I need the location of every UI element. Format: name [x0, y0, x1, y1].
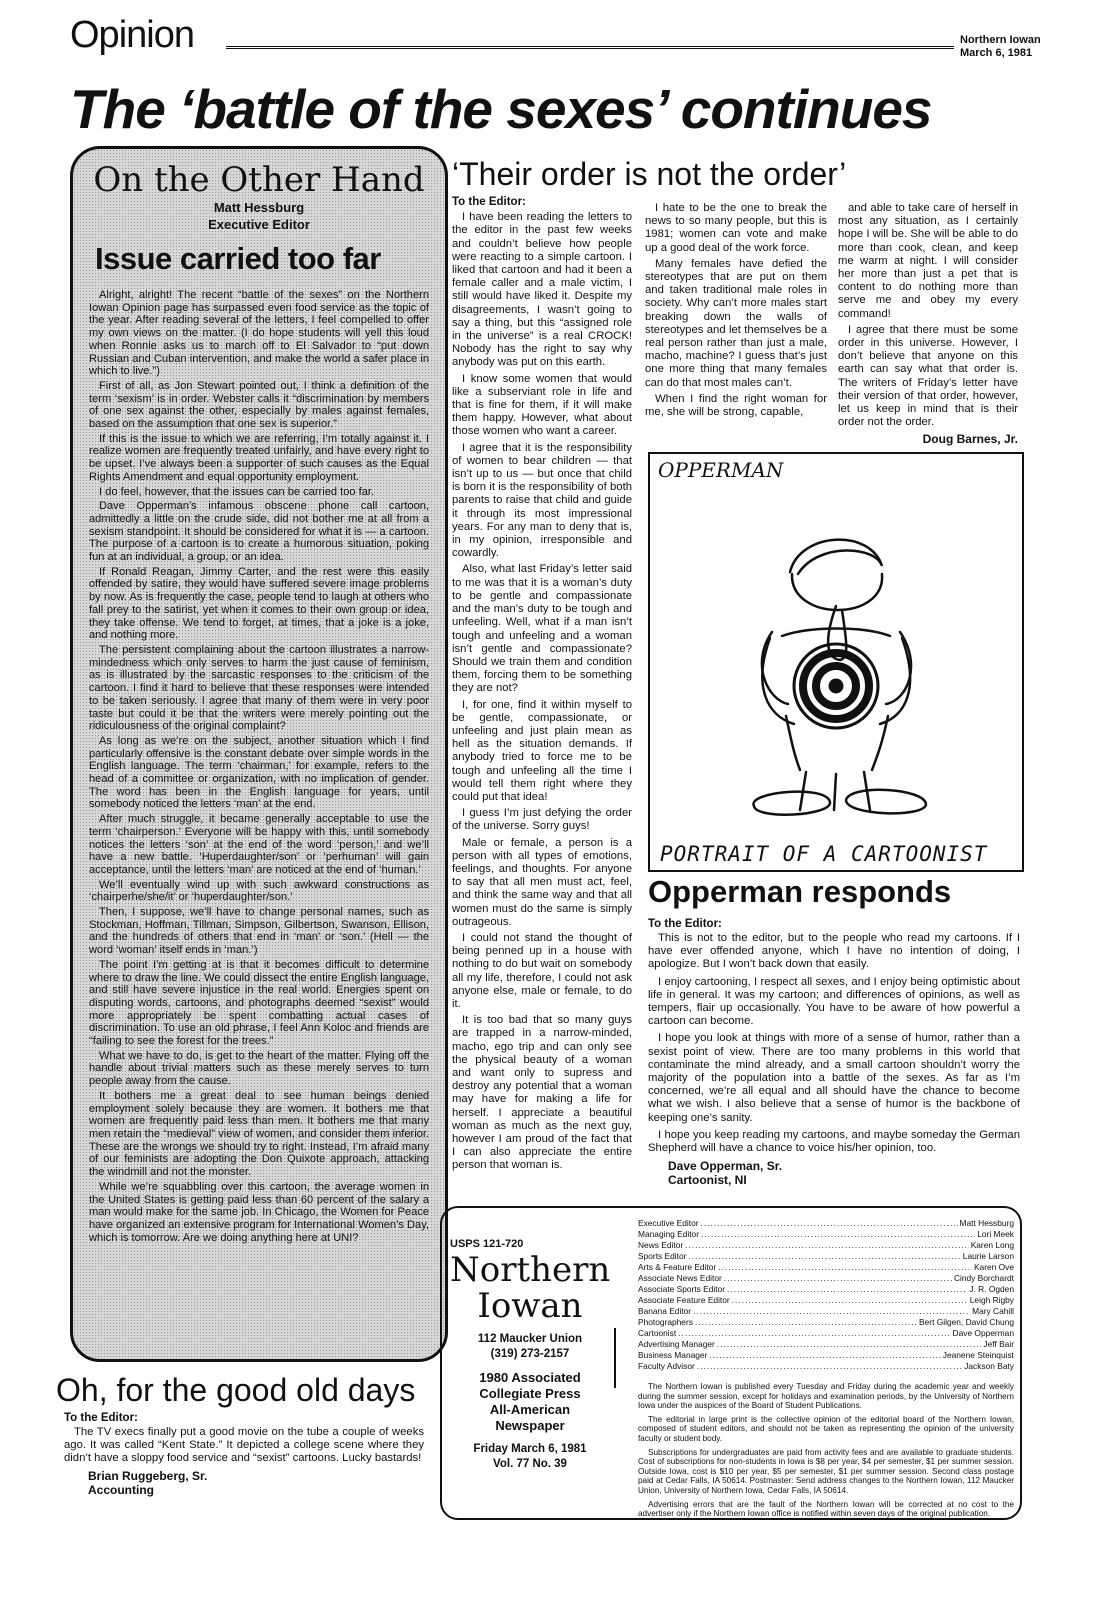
- staff-name: J. R. Ogden: [969, 1284, 1014, 1294]
- column-paragraph: Then, I suppose, we’ll have to change personal names, such as Stockman, Hoffman, Tillman, Simpson, Gilbertson, Swanson, Ellison, and the hundreds of others that end in ‘man’ or ‘son.’ (Hell — the word ‘woman’ itself ends in ‘man.’): [89, 906, 429, 957]
- letter3-salutation: To the Editor:: [64, 1412, 138, 1424]
- cartoon-target: [794, 644, 878, 728]
- cartoon-right-shoe: [846, 790, 926, 814]
- letter3-signature-name: Brian Ruggeberg, Sr.: [88, 1468, 208, 1483]
- letter1-column-2: [645, 202, 827, 422]
- leader-dots: [717, 1339, 982, 1350]
- letter1-paragraph: I, for one, find it within myself to be gentle, compassionate, or unfeeling and just plain mean as hell as the situation demands. If anybody tried to force me to be tough and unfeeling all the time I would tell them right where they could put that idea!: [452, 698, 632, 803]
- staff-listing: [638, 1218, 1014, 1519]
- cartoon-frame: [648, 452, 1024, 872]
- letter2-salutation: To the Editor:: [648, 918, 722, 930]
- letter2-paragraph: I enjoy cartooning, I respect all sexes, and I enjoy being optimistic about life in general. It was my cartoon; and differences of opinions, as well as tempers, flair up occasionally. You have to be aware of how powerful a cartoon can become.: [648, 975, 1020, 1028]
- letter1-paragraph: I know some women that would like a subserviant role in life and that is fine for them, if it will make them happy. However, what about those women who want a career.: [452, 372, 632, 438]
- staff-row: [638, 1339, 1014, 1350]
- letter2-body: [648, 918, 1020, 1187]
- staff-row: [638, 1328, 1014, 1339]
- staff-divider: [614, 1328, 616, 1388]
- issue-date: March 6, 1981: [960, 47, 1033, 59]
- staff-role: Business Manager: [638, 1350, 708, 1360]
- letter3-headline: Oh, for the good old days: [56, 1372, 416, 1408]
- masthead-info: [960, 34, 1041, 60]
- usps-number: USPS 121-720: [450, 1238, 524, 1250]
- staff-role: Advertising Manager: [638, 1339, 715, 1349]
- staff-name: Bert Gilgen, David Chung: [919, 1317, 1014, 1327]
- column-paragraph: I do feel, however, that the issues can be carried too far.: [99, 485, 375, 498]
- column-paragraph: What we have to do, is get to the heart of the matter. Flying off the handle about trivial matters such as these merely serves to turn people away from the cause.: [89, 1049, 429, 1088]
- letter2-paragraph: This is not to the editor, but to the people who read my cartoons. If I have ever offended anyone, which I have no intention of doing, I apologize. But I won’t back down that easily.: [648, 932, 1020, 971]
- staff-role: Faculty Advisor: [638, 1361, 695, 1371]
- column-paragraph: Alright, alright! The recent “battle of the sexes” on the Northern Iowan Opinion page has surpassed even food service as the topic of the year. After reading several of the letters, I feel compelled to offer my own views on the matter. (I do hope students will yell this loud when Ronnie asks us to march off to El Salvador to “put down Russian and Cuban intervention, and make the world a safer place in which to live.”): [89, 289, 429, 378]
- column-paragraph: It bothers me a great deal to see human beings denied employment solely because they are women. It bothers me that women are frequently paid less than men. It bothers me that many men retain the “medieval” view of women, and consider them inferior. These are the wrongs we should try to right. Instead, I’m afraid many of our feminists are adopting the Don Quixote approach, attacking the windmill and not the monster.: [89, 1089, 429, 1179]
- letter2-signature-name: Dave Opperman, Sr.: [668, 1159, 783, 1174]
- column-paragraph: The persistent complaining about the cartoon illustrates a narrow-mindedness which only serves to harm the just cause of feminism, as is illustrated by the sarcastic responses to the criticism of the cartoon. I find it hard to believe that these responses were intended to be taken seriously. I agree that many of them were in very poor taste but could it be that the writers were merely pointing out the ridiculousness of the original complaint?: [89, 643, 429, 733]
- staff-role: News Editor: [638, 1240, 684, 1250]
- letter2-paragraph: I hope you keep reading my cartoons, and maybe someday the German Shepherd will have a chance to voice his/her opinion, too.: [648, 1128, 1020, 1155]
- letter2-paragraph: I hope you look at things with more of a sense of humor, rather than a sexist point of view. There are too many problems in this world that contaminate the mind already, and a small cartoon shouldn’t worry the majority of the population into a battle of the sexes. As far as I’m concerned, we’re all equal and all should have the chance to become what we wish. I also believe that a sense of humor is the backbone of keeping one’s sanity.: [648, 1032, 1020, 1124]
- letter3-signature-title: Accounting: [88, 1482, 154, 1497]
- staff-name: Leigh Rigby: [969, 1295, 1014, 1305]
- letter1-paragraph: I could not stand the thought of being penned up in a house with nothing to do but wait on somebody all my life, therefore, I could not ask anyone else, male or female, to do it.: [452, 931, 632, 1010]
- leader-dots: [693, 1306, 970, 1317]
- staff-name: Cindy Borchardt: [953, 1273, 1014, 1283]
- staff-row: [638, 1218, 1014, 1229]
- staff-box-nameplate: [450, 1238, 610, 1472]
- paper-name-line-1: Northern: [450, 1250, 611, 1290]
- paper-nameplate: [450, 1252, 610, 1324]
- letter1-column-1: [452, 196, 632, 1176]
- letter1-paragraph: I hate to be the one to break the news to so many people, but this is 1981; women can vote and make up a good deal of the work force.: [645, 202, 827, 254]
- letter1-headline: ‘Their order is not the order’: [452, 156, 847, 192]
- leader-dots: [709, 1350, 940, 1361]
- staff-name: Jeff Bair: [983, 1339, 1014, 1349]
- masthead-rule: [226, 46, 954, 49]
- column-author-title: Executive Editor: [208, 217, 310, 232]
- column-paragraph: After much struggle, it became generally acceptable to use the term ‘chairperson.’ Everyone will be happy with this, until somebody notices the letters ‘son’ at the end of the word ‘person,’ and we’ll have a new battle. ‘Huperdaughter/son’ or ‘perhuman’ will gain acceptance, until the letters ‘man’ are noticed at the end of ‘human.’: [89, 813, 429, 876]
- column-body: [89, 289, 429, 1244]
- staff-role: Executive Editor: [638, 1218, 699, 1228]
- column-paragraph: We’ll eventually wind up with such awkward constructions as ‘chairperhe/she/it’ or ‘huperdaughter/son.’: [89, 878, 429, 904]
- award-line: Newspaper: [495, 1418, 565, 1433]
- leader-dots: [695, 1317, 917, 1328]
- staff-name: Dave Opperman: [952, 1328, 1014, 1338]
- column-standing-head: On the Other Hand: [93, 160, 425, 200]
- leader-dots: [727, 1284, 967, 1295]
- column-paragraph: The point I’m getting at is that it becomes difficult to determine where to draw the line. We could dissect the entire English language, and still have severe injustice in the real world. Energies spent on disputing words, cartoons, and photographs deemed “sexist” would more appropriately be spent combatting actual cases of discrimination. To use an old phrase, I feel Ann Koloc and friends are “failing to see the forest for the trees.”: [89, 958, 429, 1048]
- staff-volume: Vol. 77 No. 39: [493, 1458, 567, 1470]
- letter2-headline: Opperman responds: [648, 874, 952, 909]
- award-line: 1980 Associated: [479, 1370, 581, 1385]
- staff-issue-date: Friday March 6, 1981: [473, 1443, 587, 1455]
- award-line: All-American: [489, 1402, 571, 1417]
- cartoon-hair: [790, 540, 882, 574]
- column-paragraph: While we’re squabbling over this cartoon, the average women in the United States is getting paid less than 60 percent of the salary a man would make for the same job. In Chicago, the Women for Peace have organized an extensive program for International Women’s Day, which is tomorrow. Are we doing anything here at UNI?: [89, 1180, 429, 1244]
- letter2-signature-title: Cartoonist, NI: [668, 1173, 747, 1188]
- column-paragraph: If Ronald Reagan, Jimmy Carter, and the rest were this easily offended by satire, they would have suffered severe image problems by now. As is frequently the case, people tend to laugh at others who fall prey to the satirist, yet when it comes to their own group or idea, they take offense. We tend to forget, at times, that a joke is a joke, and nothing more.: [89, 565, 429, 642]
- staff-role: Banana Editor: [638, 1306, 692, 1316]
- letter1-paragraph: Also, what last Friday’s letter said to me was that it is a woman’s duty to be gentle and compassionate and the man’s duty to be tough and unfeeling. Well, what if a man isn’t tough and unfeeling and a woman isn’t gentle and compassionate? Should we train them and condition them, forcing them to be something they are not?: [452, 563, 632, 695]
- paper-name-line-2: Iowan: [477, 1286, 583, 1326]
- leader-dots: [688, 1251, 960, 1262]
- staff-role: Managing Editor: [638, 1229, 699, 1239]
- letter1-paragraph: It is too bad that so many guys are trapped in a narrow-minded, macho, ego trip and can only see the physical beauty of a woman and want only to supress and destroy any potential that a woman may have for making a life for herself. I appreciate a beautiful woman as much as the next guy, however I am proud of the fact that I can also appreciate the entire person that woman is.: [452, 1014, 632, 1172]
- leader-dots: [724, 1273, 952, 1284]
- letter1-paragraph: I agree that there must be some order in this universe. However, I don’t believe that anyone on this earth can say what that order is. The writers of Friday’s letter have their version of that order, however, let us keep in mind that is their order not the order.: [838, 323, 1018, 429]
- staff-row: [638, 1251, 1014, 1262]
- staff-row: [638, 1240, 1014, 1251]
- paper-name-small: Northern Iowan: [960, 34, 1041, 46]
- staff-row: [638, 1273, 1014, 1284]
- staff-address: 112 Maucker Union: [477, 1333, 583, 1345]
- letter1-paragraph: I agree that it is the responsibility of women to bear children — that isn’t up to us — but once that child is born it is the responsibility of both parents to raise that child and guide it through its most impressional years. For any man to deny that is, in my opinion, irresponsible and cowardly.: [452, 441, 632, 560]
- letter1-paragraph: I have been reading the letters to the editor in the past few weeks and couldn’t believe how people were reacting to a simple cartoon. I liked that cartoon and had it been a female caller and a male victim, I still would have liked it. Despite my disagreements, I wasn’t going to say a thing, but this “assigned role in the universe” is a real CROCK! Nobody has the right to say why anybody was put on this earth.: [452, 211, 632, 369]
- column-paragraph: As long as we’re on the subject, another situation which I find particularly offensive is the constant debate over simple words in the English language. The term ‘chairman,’ for example, refers to the head of a committee or organization, with no implication of gender. The word has been in the English language for years, until somebody noticed the letters ‘man’ at the end.: [89, 734, 429, 811]
- staff-box: [440, 1206, 1022, 1520]
- letter1-paragraph: When I find the right woman for me, she will be strong, capable,: [645, 392, 827, 419]
- staff-notice: The Northern Iowan is published every Tuesday and Friday during the academic year and weekly during the summer session, except for holidays and examination periods, by the University of Northern Iowa under the auspices of the Board of Student Publications.: [638, 1382, 1014, 1411]
- letter3-paragraph: The TV execs finally put a good movie on the tube a couple of weeks ago. It was called “Kent State.” It depicted a college scene where they didn’t have a sloppy food service and “sexist” cartoons. Lucky bastards!: [64, 1426, 424, 1465]
- letter1-paragraph: and able to take care of herself in most any situation, as I certainly hope I will be. She will be able to do more than cook, clean, and keep me warm at night. I will consider her more than just a pet that is content to do nothing more than serve me and obey my every command!: [838, 202, 1018, 320]
- staff-role: Associate Sports Editor: [638, 1284, 726, 1294]
- column-headline: Issue carried too far: [95, 241, 381, 276]
- staff-notice: The editorial in large print is the collective opinion of the editorial board of the Northern Iowan, composed of student editors, and should not be taken as representing the opinion of the university faculty or student body.: [638, 1414, 1014, 1443]
- staff-phone: (319) 273-2157: [490, 1348, 570, 1360]
- staff-name: Matt Hessburg: [959, 1218, 1014, 1228]
- column-author: Matt Hessburg: [213, 200, 305, 215]
- leader-dots: [718, 1262, 972, 1273]
- staff-name: Karen Long: [970, 1240, 1014, 1250]
- column-paragraph: Dave Opperman’s infamous obscene phone call cartoon, admittedly a little on the crude side, did not bother me at all from a sexism standpoint. It should be considered for what it is — a cartoon. The purpose of a cartoon is to create a humorous situation, poking fun at an individual, a group, or an idea.: [89, 500, 429, 564]
- staff-role: Associate Feature Editor: [638, 1295, 730, 1305]
- staff-row: [638, 1361, 1014, 1372]
- staff-row: [638, 1317, 1014, 1328]
- column-paragraph: If this is the issue to which we are referring, I’m totally against it. I realize women are frequently treated unfairly, and have every right to be upset. I’ve always been a supporter of such causes as the Equal Rights Amendment and equal opportunity employment.: [89, 432, 429, 483]
- letter1-salutation: To the Editor:: [452, 196, 526, 208]
- leader-dots: [701, 1218, 958, 1229]
- letter1-signature: Doug Barnes, Jr.: [922, 432, 1018, 447]
- staff-role: Cartoonist: [638, 1328, 677, 1338]
- leader-dots: [697, 1361, 962, 1372]
- cartoon-illustration: [650, 454, 1022, 870]
- cartoon-left-shoe: [753, 792, 830, 815]
- letter1-paragraph: Male or female, a person is a person with all types of emotions, feelings, and thoughts. For anyone to say that all men must act, feel, and think the same way and that all women must do the same is simply outrageous.: [452, 836, 632, 928]
- staff-role: Arts & Feature Editor: [638, 1262, 717, 1272]
- award-line: Collegiate Press: [479, 1386, 581, 1401]
- staff-row: [638, 1350, 1014, 1361]
- page-headline: The ‘battle of the sexes’ continues: [70, 78, 932, 140]
- leader-dots: [678, 1328, 950, 1339]
- staff-list: [638, 1218, 1014, 1372]
- cartoon-head: [792, 574, 882, 610]
- staff-name: Laurie Larson: [962, 1251, 1014, 1261]
- cartoon-caption: PORTRAIT OF A CARTOONIST: [660, 842, 988, 866]
- staff-row: [638, 1229, 1014, 1240]
- staff-name: Jeanene Steinquist: [942, 1350, 1014, 1360]
- staff-row: [638, 1284, 1014, 1295]
- leader-dots: [685, 1240, 969, 1251]
- staff-notice: Subscriptions for undergraduates are paid from activity fees and are available to graduate students. Cost of subscriptions for non-students in Iowa is $8 per year, $4 per semester, $1 per summer session. Outside Iowa, cost is $10 per year, $5 per semester, $1 per summer session. Second class postage paid at Cedar Falls, IA 50614. Postmaster: Send address changes to the Northern Iowan, 112 Maucker Union, University of Northern Iowa, Cedar Falls, IA 50614.: [638, 1447, 1014, 1495]
- leader-dots: [701, 1229, 975, 1240]
- letter1-paragraph: Many females have defied the stereotypes that are put on them and taken traditional male roles in society. Why can’t more males start breaking down the walls of stereotypes and let themselves be a real person rather than just a male, macho, machine? I guess that’s just one more thing that many females can do that most males can’t.: [645, 257, 827, 389]
- staff-role: Sports Editor: [638, 1251, 687, 1261]
- section-title: Opinion: [70, 14, 194, 56]
- letter1-paragraph: I guess I’m just defying the order of the universe. Sorry guys!: [452, 807, 632, 833]
- staff-name: Lori Meek: [977, 1229, 1014, 1239]
- leader-dots: [732, 1295, 968, 1306]
- staff-name: Jackson Baty: [964, 1361, 1014, 1371]
- staff-row: [638, 1262, 1014, 1273]
- staff-row: [638, 1306, 1014, 1317]
- staff-name: Karen Ove: [973, 1262, 1014, 1272]
- letter3-body: [64, 1412, 424, 1497]
- staff-notice: Advertising errors that are the fault of the Northern Iowan will be corrected at no cost to the advertiser only if the Northern Iowan office is notified within seven days of the original publication.: [638, 1499, 1014, 1519]
- staff-role: Associate News Editor: [638, 1273, 722, 1283]
- staff-name: Mary Cahill: [972, 1306, 1014, 1316]
- column-box: [70, 146, 448, 1362]
- staff-row: [638, 1295, 1014, 1306]
- cartoon-shirt: [786, 716, 888, 770]
- letter1-column-3: [838, 202, 1018, 446]
- staff-role: Photographers: [638, 1317, 693, 1327]
- cartoon-signature: OPPERMAN: [658, 458, 784, 482]
- column-paragraph: First of all, as Jon Stewart pointed out, I think a definition of the term ‘sexism’ is in order. Webster calls it “discrimination by members of one sex against the other, especially by males against females, based on the assumption that one sex is superior.”: [89, 379, 429, 431]
